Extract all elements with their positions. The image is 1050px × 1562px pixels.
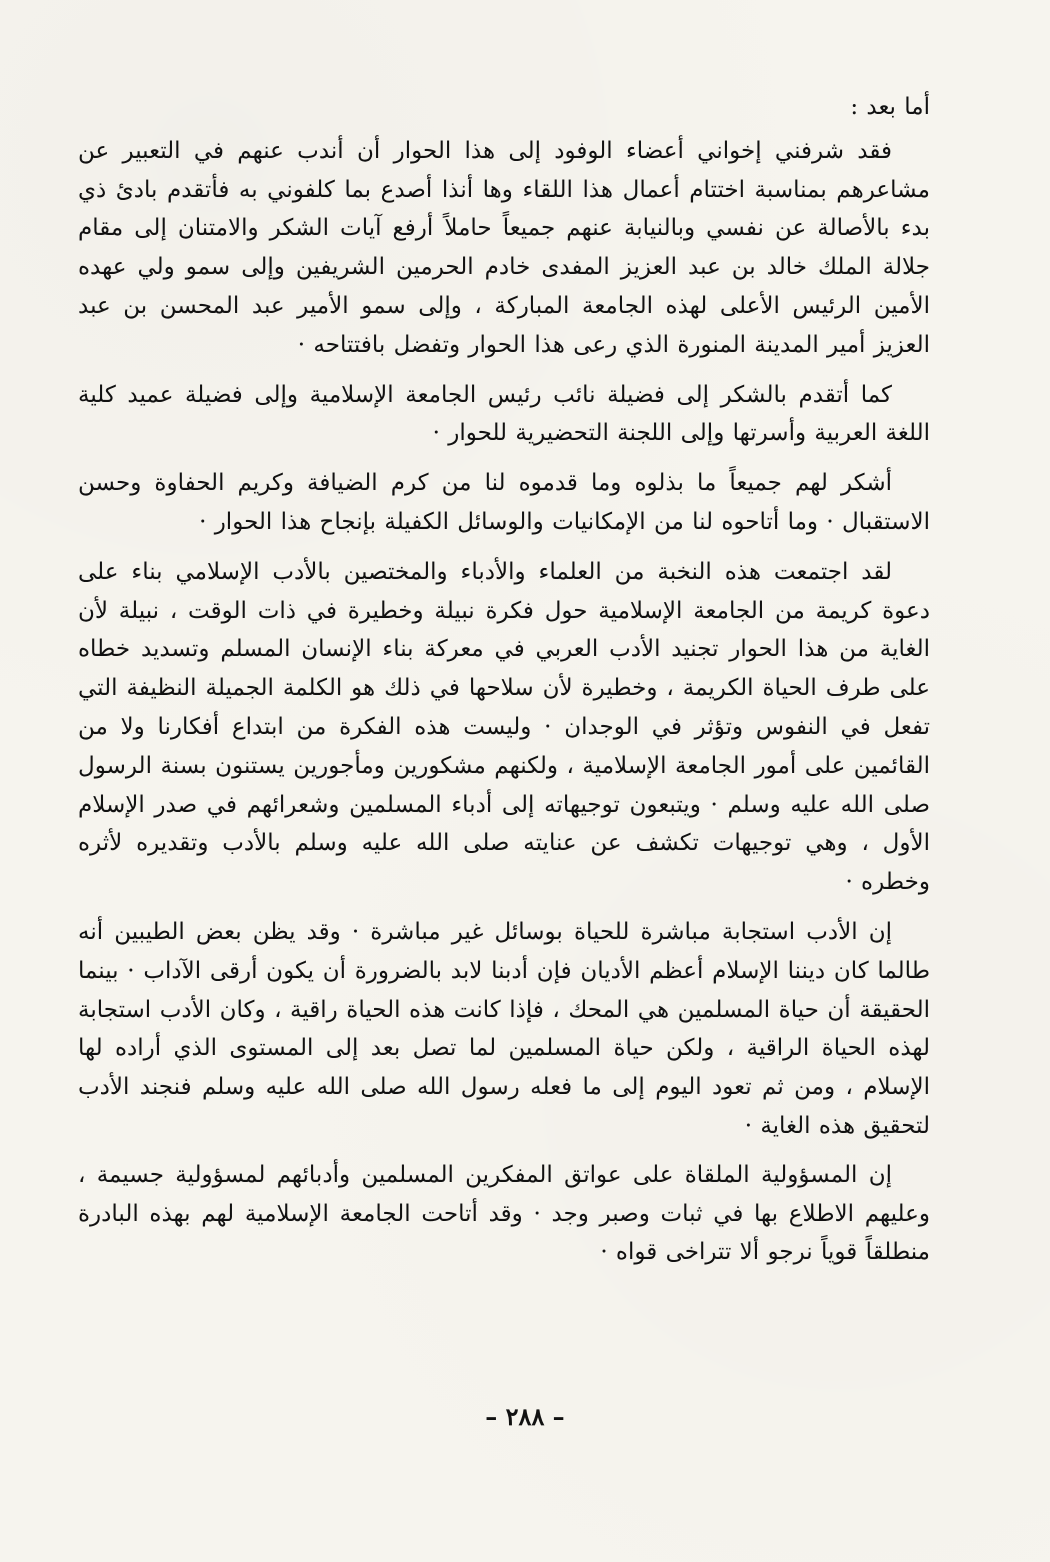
paragraph-4: لقد اجتمعت هذه النخبة من العلماء والأدباء والمختصين بالأدب الإسلامي بناء على دعوة كريمة من الجامعة الإسلامية حول فكرة نبيلة وخطيرة في ذات الوقت ، نبيلة لأن الغاية من هذا الحوار تجنيد الأدب العربي في معركة بناء الإنسان المسلم وتسديد خطاه على طرف الحياة الكريمة ، وخطيرة لأن سلاحها في ذلك هو الكلمة الجميلة النظيفة التي تفعل في النفوس وتؤثر في الوجدان · وليست هذه الفكرة من ابتداع أفكارنا ولا من القائمين على أمور الجامعة الإسلامية ، ولكنهم مشكورين ومأجورين يستنون بسنة الرسول صلى الله عليه وسلم · ويتبعون توجيهاته إلى أدباء المسلمين وشعرائهم في صدر الإسلام الأول ، وهي توجيهات تكشف عن عنايته صلى الله عليه وسلم بالأدب وتقديره لأثره وخطره · <box>78 558 930 896</box>
paragraph-5: إن الأدب استجابة مباشرة للحياة بوسائل غير مباشرة · وقد يظن بعض الطيبين أنه طالما كان ديننا الإسلام أعظم الأديان فإن أدبنا لابد بالضرورة أن يكون أرقى الآداب · بينما الحقيقة أن حياة المسلمين هي المحك ، فإذا كانت هذه الحياة راقية ، وكان الأدب استجابة لهذه الحياة الراقية ، ولكن حياة المسلمين لما تصل بعد إلى المستوى الذي أراده لها الإسلام ، ومن ثم تعود اليوم إلى ما فعله رسول الله صلى الله عليه وسلم فنجند الأدب لتحقيق هذه الغاية · <box>78 918 930 1139</box>
page-number: – ٢٨٨ – <box>485 1402 565 1431</box>
paragraph-6: إن المسؤولية الملقاة على عواتق المفكرين المسلمين وأدبائهم لمسؤولية جسيمة ، وعليهم الاطلاع بها في ثبات وصبر وجد · وقد أتاحت الجامعة الإسلامية لهم بهذه البادرة منطلقاً قوياً نرجو ألا تتراخى قواه · <box>78 1161 930 1266</box>
paragraph-3: أشكر لهم جميعاً ما بذلوه وما قدموه لنا من كرم الضيافة وكريم الحفاوة وحسن الاستقبال · وما أتاحوه لنا من الإمكانيات والوسائل الكفيلة بإنجاح هذا الحوار · <box>78 470 930 535</box>
paragraph-2: كما أتقدم بالشكر إلى فضيلة نائب رئيس الجامعة الإسلامية وإلى فضيلة عميد كلية اللغة العربية وأسرتها وإلى اللجنة التحضيرية للحوار · <box>78 381 930 447</box>
arabic-body-text <box>78 88 930 1272</box>
opening-line: أما بعد : <box>850 94 930 120</box>
paragraph-1: فقد شرفني إخواني أعضاء الوفود إلى هذا الحوار أن أندب عنهم في التعبير عن مشاعرهم بمناسبة اختتام أعمال هذا اللقاء وها أنذا أصدع بما كلفوني به فأتقدم بادئ ذي بدء بالأصالة عن نفسي وبالنيابة عنهم جميعاً حاملاً أرفع آيات الشكر والامتنان إلى مقام جلالة الملك خالد بن عبد العزيز المفدى خادم الحرمين الشريفين وإلى سمو ولي عهده الأمين الرئيس الأعلى لهذه الجامعة المباركة ، وإلى سمو الأمير عبد المحسن بن عبد العزيز أمير المدينة المنورة الذي رعى هذا الحوار وتفضل بافتتاحه · <box>78 137 930 358</box>
